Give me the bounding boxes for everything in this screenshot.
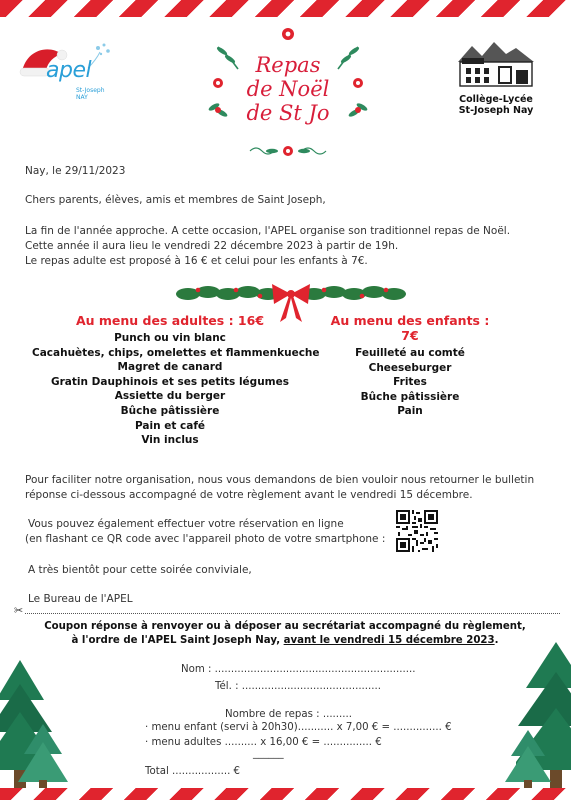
coupon-line-1: Coupon réponse à renvoyer ou à déposer au secrétariat accompagné du règlement, (44, 621, 526, 632)
college-name (454, 94, 538, 116)
menu-adult-item: Punch ou vin blanc (114, 332, 226, 344)
apel-logo (18, 40, 118, 110)
menu-kids-item: Bûche pâtissière (360, 390, 460, 403)
online-text-2: (en flashant ce QR code avec l'appareil photo de votre smartphone : (25, 533, 386, 545)
letter-greeting: Chers parents, élèves, amis et membres de Saint Joseph, (25, 194, 326, 206)
apel-subtitle: St-Joseph NAY (76, 87, 105, 101)
christmas-tree-left-small-icon (18, 724, 68, 788)
menu-adults-title: Au menu des adultes : 16€ (75, 313, 265, 328)
college-name-line-1: Collège-Lycée (459, 94, 533, 105)
menu-adult-item: Bûche pâtissière (120, 404, 220, 417)
menu-adultes-line[interactable]: · menu adultes .......... x 16,00 € = ............... € (145, 737, 382, 748)
menu-adult-item: Assiette du berger (114, 390, 226, 403)
total-separator: ______ (253, 748, 284, 759)
organisation-text-2: réponse ci-dessous accompagné de votre règlement avant le vendredi 15 décembre. (25, 489, 473, 501)
menu-adults (32, 313, 320, 448)
apel-wordmark: apel (46, 58, 92, 83)
coupon-line-2-prefix: à l'ordre de l'APEL Saint Joseph Nay, (71, 635, 284, 646)
christmas-tree-right-small-icon (505, 730, 551, 788)
title-block (198, 25, 378, 165)
menu-adult-item: Pain et café (134, 419, 206, 432)
candy-stripe-bottom (0, 788, 571, 800)
candy-stripe-top (0, 0, 571, 17)
menu-kids-item: Cheeseburger (368, 361, 452, 374)
coupon-line-2 (40, 634, 530, 648)
online-text-1: Vous pouvez également effectuer votre réservation en ligne (28, 518, 344, 530)
menu-kids-item: Frites (393, 376, 427, 389)
school-building-icon (454, 40, 538, 92)
letter-intro-1: La fin de l'année approche. A cette occasion, l'APEL organise son traditionnel repas de Noël. (25, 225, 511, 237)
coupon-line-2-suffix: . (494, 635, 499, 646)
menu-enfant-line[interactable]: · menu enfant (servi à 20h30)........... x 7,00 € = ............... € (145, 722, 452, 733)
nom-field[interactable]: Nom : .............................................................. (181, 664, 416, 675)
organisation-text-1: Pour faciliter notre organisation, nous vous demandons de bien vouloir nous retourner le bulletin (25, 474, 535, 486)
coupon-header (40, 620, 530, 648)
see-you-text: A très bientôt pour cette soirée conviviale, (28, 564, 252, 576)
qr-code-icon[interactable] (396, 510, 438, 552)
title-line-1: Repas (255, 53, 321, 77)
college-logo (454, 40, 538, 120)
letter-date: Nay, le 29/11/2023 (25, 165, 126, 177)
title-line-3: de St Jo (246, 101, 330, 125)
menu-kids-title: Au menu des enfants : 7€ (330, 313, 490, 343)
event-title (198, 53, 378, 125)
total-field[interactable]: Total .................. € (145, 766, 241, 777)
coupon-deadline: avant le vendredi 15 décembre 2023 (283, 635, 495, 646)
menu-adult-item: Vin inclus (141, 434, 199, 447)
menu-kids (320, 313, 500, 419)
letter-intro-3: Le repas adulte est proposé à 16 € et celui pour les enfants à 7€. (25, 255, 368, 267)
nombre-repas-field[interactable]: Nombre de repas : ......... (225, 709, 352, 720)
letter-intro-2: Cette année il aura lieu le vendredi 22 décembre 2023 à partir de 19h. (25, 240, 399, 252)
menu-adult-item: Gratin Dauphinois et ses petits légumes (51, 375, 289, 388)
title-line-2: de Noël (246, 77, 330, 101)
menu-adult-item: Magret de canard (117, 361, 223, 374)
menu-adult-item: Cacahuètes, chips, omelettes et flammenkueche (32, 346, 320, 359)
signature-text: Le Bureau de l'APEL (28, 593, 133, 605)
scissors-icon: ✂ (14, 604, 24, 617)
cut-line (25, 613, 560, 614)
college-name-line-2: St-Joseph Nay (458, 105, 534, 116)
menu-kids-item: Pain (397, 405, 423, 418)
tel-field[interactable]: Tél. : ........................................... (215, 681, 381, 692)
menu-kids-item: Feuilleté au comté (355, 347, 465, 359)
